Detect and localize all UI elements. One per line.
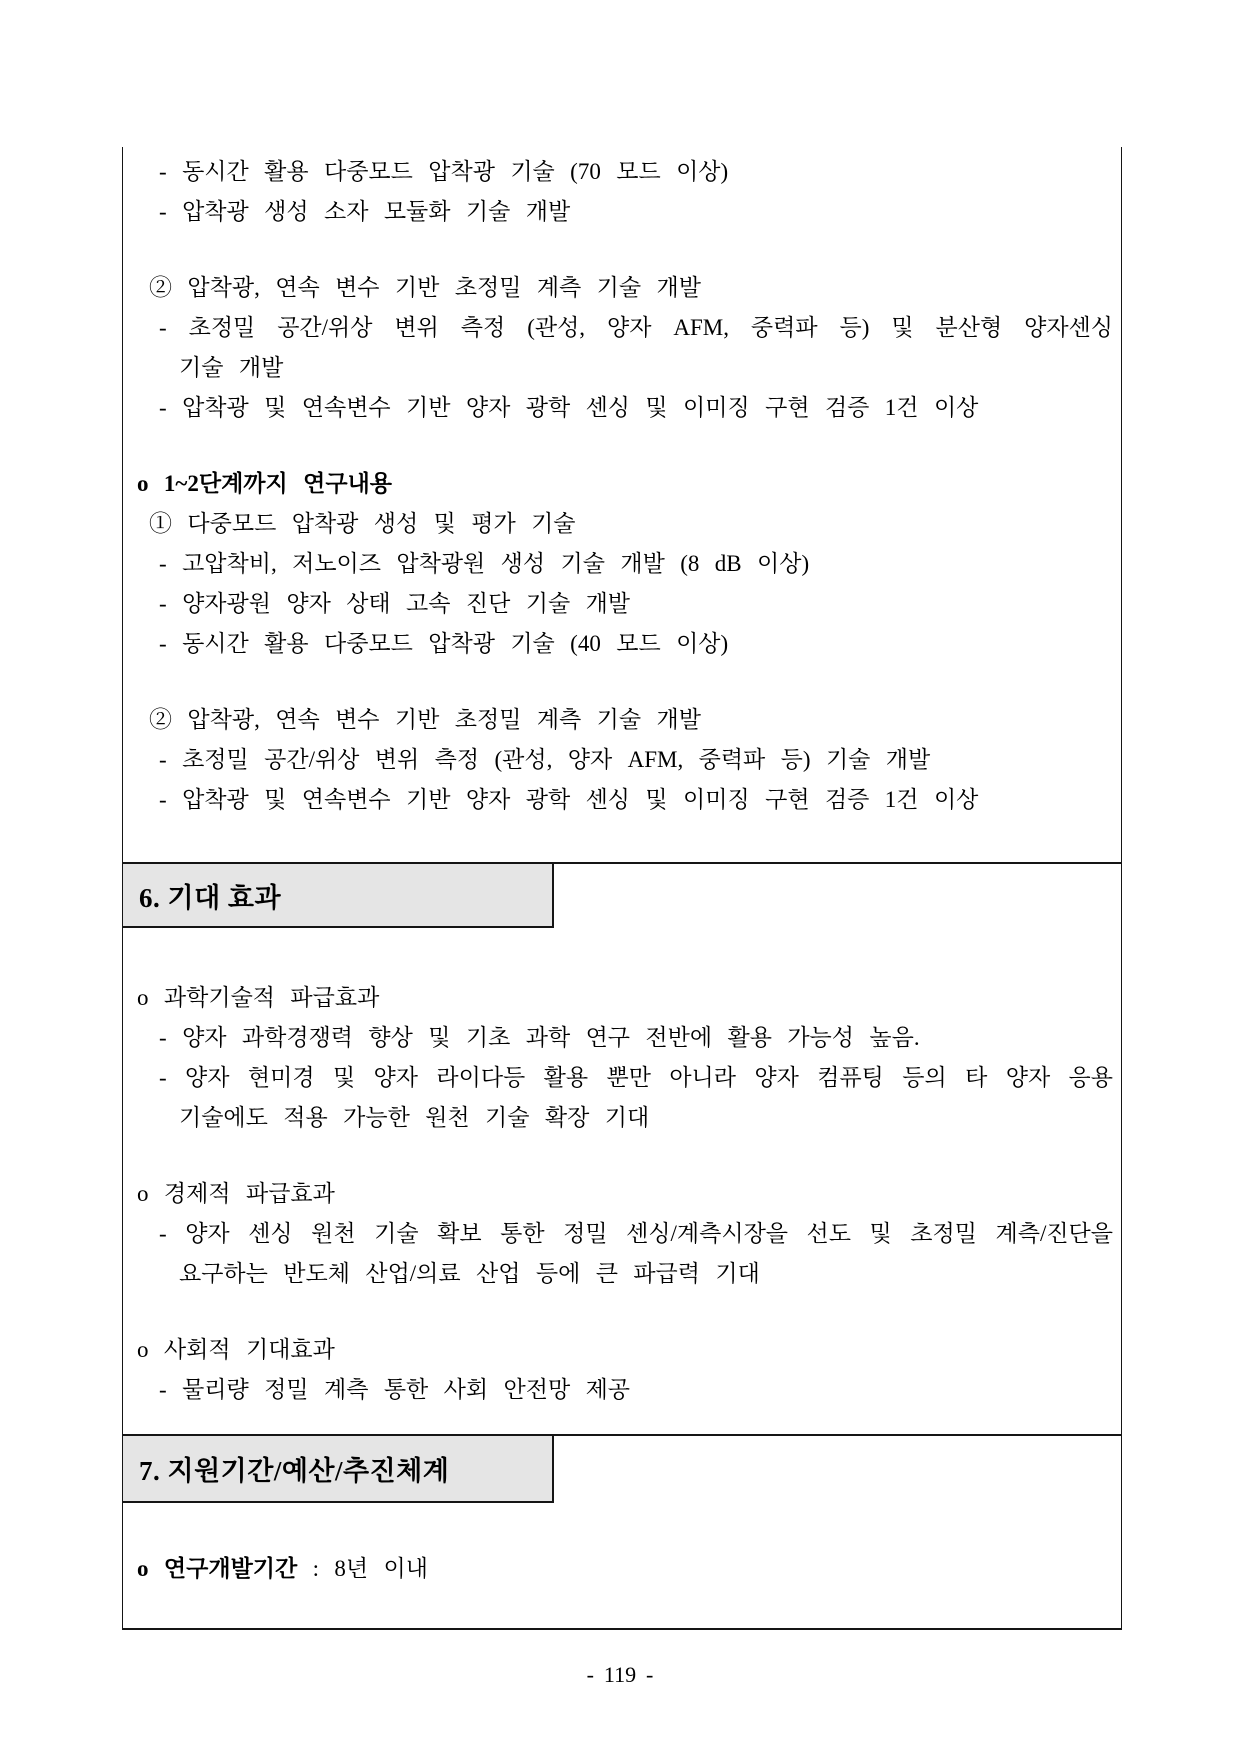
text-line: ① 다중모드 압착광 생성 및 평가 기술 (149, 511, 576, 536)
text-line: ② 압착광, 연속 변수 기반 초정밀 계측 기술 개발 (149, 707, 701, 732)
text-line: - 양자 과학경쟁력 향상 및 기초 과학 연구 전반에 활용 가능성 높음. (159, 1025, 920, 1050)
blank-line (123, 1138, 1113, 1174)
text-line: - 양자 현미경 및 양자 라이다등 활용 뿐만 아니라 양자 컴퓨팅 등의 타 양자 응용 (159, 1065, 1113, 1090)
text-line: o 사회적 기대효과 (137, 1337, 335, 1362)
blank-line (123, 428, 1113, 464)
text-line: - 동시간 활용 다중모드 압착광 기술 (70 모드 이상) (159, 159, 729, 184)
blank-line (123, 232, 1113, 268)
text-line: - 압착광 생성 소자 모듈화 기술 개발 (159, 199, 571, 224)
text-line: - 압착광 및 연속변수 기반 양자 광학 센싱 및 이미징 구현 검증 1건 이상 (159, 395, 979, 420)
text-line: o 연구개발기간 : 8년 이내 (137, 1556, 428, 1581)
text-line: - 양자 센싱 원천 기술 확보 통한 정밀 센싱/계측시장을 선도 및 초정밀 계측/진단을 (159, 1221, 1113, 1246)
text-line: 요구하는 반도체 산업/의료 산업 등에 큰 파급력 기대 (179, 1261, 760, 1286)
text-line: - 초정밀 공간/위상 변위 측정 (관성, 양자 AFM, 중력파 등) 및 분산형 양자센싱 (159, 315, 1113, 340)
text-line: o 과학기술적 파급효과 (137, 985, 380, 1010)
section-6-header (123, 864, 554, 928)
section-7-header-label: 7. 지원기간/예산/추진체계 (139, 1456, 450, 1486)
section-6-header-row (123, 862, 1121, 928)
table-cell-support-period (123, 1503, 1121, 1628)
text-line: 기술에도 적용 가능한 원천 기술 확장 기대 (179, 1105, 650, 1130)
text-line: - 초정밀 공간/위상 변위 측정 (관성, 양자 AFM, 중력파 등) 기술 개발 (159, 747, 931, 772)
table-cell-research-content-continued (123, 147, 1121, 862)
table-cell-expected-effects (123, 928, 1121, 1434)
blank-line (123, 664, 1113, 700)
section-6-header-label: 6. 기대 효과 (139, 882, 282, 913)
section-7-header (123, 1436, 554, 1503)
document-table (122, 147, 1122, 1630)
blank-line (123, 1294, 1113, 1330)
text-line: 기술 개발 (179, 355, 284, 380)
text-line: ② 압착광, 연속 변수 기반 초정밀 계측 기술 개발 (149, 275, 701, 300)
page-number: - 119 - (586, 1662, 654, 1687)
text-line: - 압착광 및 연속변수 기반 양자 광학 센싱 및 이미징 구현 검증 1건 이상 (159, 787, 979, 812)
text-line: o 경제적 파급효과 (137, 1181, 335, 1206)
text-line: - 물리량 정밀 계측 통한 사회 안전망 제공 (159, 1377, 631, 1402)
section-7-header-row (123, 1434, 1121, 1503)
text-line: - 동시간 활용 다중모드 압착광 기술 (40 모드 이상) (159, 631, 729, 656)
text-line: - 고압착비, 저노이즈 압착광원 생성 기술 개발 (8 dB 이상) (159, 551, 810, 576)
text-line: o 1~2단계까지 연구내용 (137, 471, 393, 496)
text-line: - 양자광원 양자 상태 고속 진단 기술 개발 (159, 591, 631, 616)
